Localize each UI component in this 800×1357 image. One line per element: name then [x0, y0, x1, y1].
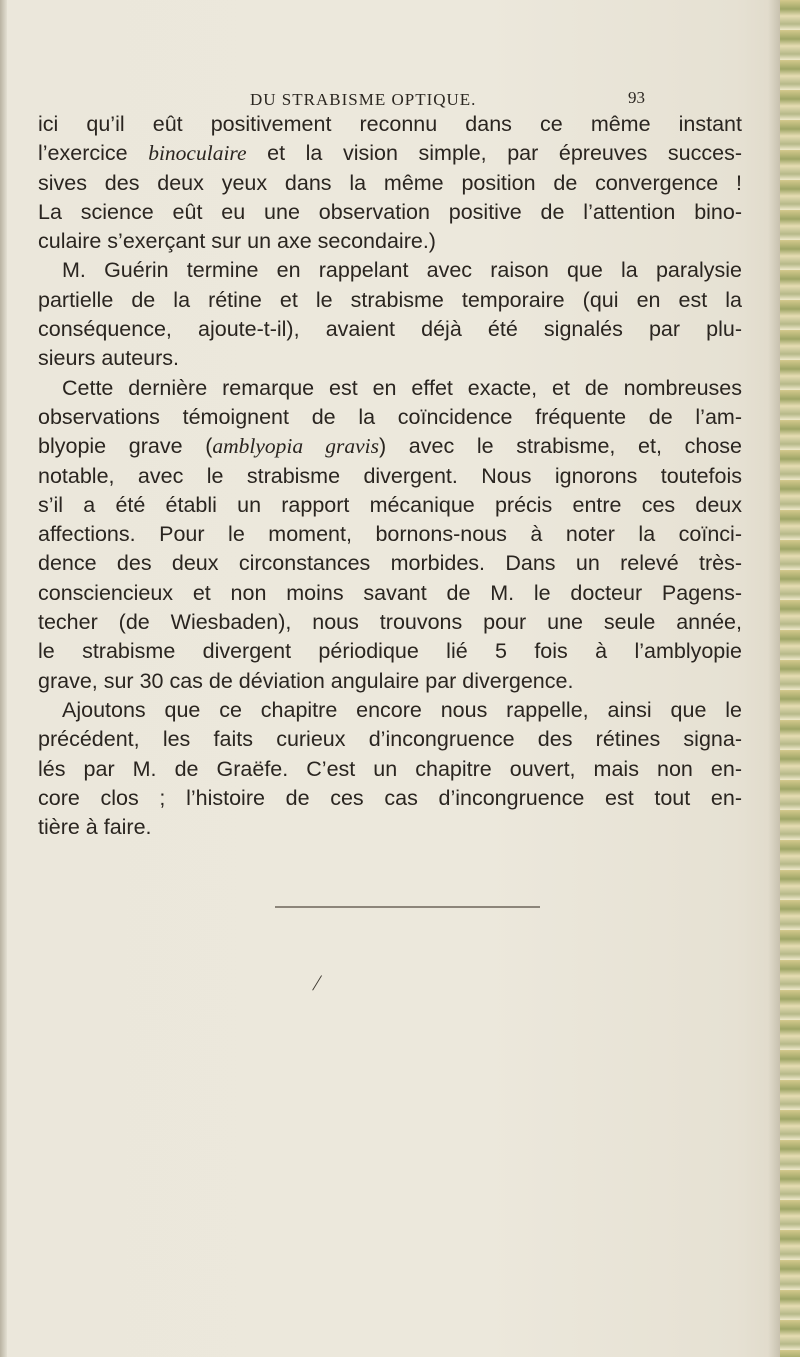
- text-line: [38, 139, 742, 168]
- text-segment: précédent, les faits curieux d’incongruence des rétines signa-: [38, 727, 742, 752]
- text-line: [38, 491, 742, 520]
- text-line: [38, 667, 742, 696]
- body-text: [38, 110, 742, 842]
- text-line: [38, 755, 742, 784]
- text-segment: blyopie grave (: [38, 434, 213, 459]
- text-segment: sieurs auteurs.: [38, 346, 180, 371]
- text-line: [38, 462, 742, 491]
- text-segment: sives des deux yeux dans la même position de convergence !: [38, 170, 742, 195]
- text-segment: partielle de la rétine et le strabisme temporaire (qui en est la: [38, 287, 742, 312]
- page-number: 93: [628, 88, 645, 107]
- italic-term: binoculaire: [148, 141, 247, 166]
- text-line: [38, 520, 742, 549]
- text-line: [38, 403, 742, 432]
- binding-shadow: [768, 0, 780, 1357]
- book-spine-edge: [780, 0, 800, 1357]
- text-segment: consciencieux et non moins savant de M. le docteur Pagens-: [38, 580, 742, 605]
- text-segment: core clos ; l’histoire de ces cas d’incongruence est tout en-: [38, 785, 742, 810]
- text-segment: conséquence, ajoute-t-il), avaient déjà été signalés par plu-: [38, 317, 742, 342]
- text-line: [38, 579, 742, 608]
- text-line: [38, 256, 742, 285]
- text-line: [38, 637, 742, 666]
- text-segment: observations témoignent de la coïncidence fréquente de l’am-: [38, 404, 742, 429]
- text-segment: le strabisme divergent périodique lié 5 fois à l’amblyopie: [38, 639, 742, 664]
- text-segment: La science eût eu une observation positive de l’attention bino-: [38, 199, 742, 224]
- text-segment: M. Guérin termine en rappelant avec raison que la paralysie: [62, 258, 742, 283]
- text-line: [38, 315, 742, 344]
- text-line: [38, 432, 742, 461]
- text-line: [38, 784, 742, 813]
- text-segment: affections. Pour le moment, bornons-nous à noter la coïnci-: [38, 522, 742, 547]
- text-segment: dence des deux circonstances morbides. Dans un relevé très-: [38, 551, 742, 576]
- text-line: [38, 169, 742, 198]
- page-left-edge: [0, 0, 7, 1357]
- text-line: [38, 813, 742, 842]
- text-line: [38, 608, 742, 637]
- text-line: [38, 227, 742, 256]
- text-line: [38, 374, 742, 403]
- text-segment: grave, sur 30 cas de déviation angulaire par divergence.: [38, 668, 574, 693]
- text-segment: lés par M. de Graëfe. C’est un chapitre ouvert, mais non en-: [38, 756, 742, 781]
- section-divider: [275, 906, 540, 908]
- text-segment: tière à faire.: [38, 815, 152, 840]
- text-line: [38, 286, 742, 315]
- text-segment: Ajoutons que ce chapitre encore nous rappelle, ainsi que le: [62, 697, 742, 722]
- text-line: [38, 549, 742, 578]
- text-segment: techer (de Wiesbaden), nous trouvons pour une seule année,: [38, 610, 742, 635]
- stray-pencil-mark: /: [310, 970, 324, 995]
- text-line: [38, 110, 742, 139]
- text-segment: s’il a été établi un rapport mécanique précis entre ces deux: [38, 492, 742, 517]
- text-segment: culaire s’exerçant sur un axe secondaire.): [38, 229, 436, 254]
- text-line: [38, 725, 742, 754]
- running-head: DU STRABISME OPTIQUE.: [250, 90, 477, 109]
- text-segment: l’exercice: [38, 141, 149, 166]
- italic-term: amblyopia gravis: [212, 434, 379, 459]
- text-segment: ) avec le strabisme, et, chose: [378, 434, 742, 459]
- text-segment: ici qu’il eût positivement reconnu dans ce même instant: [38, 112, 742, 136]
- text-line: [38, 696, 742, 725]
- text-line: [38, 198, 742, 227]
- text-line: [38, 344, 742, 373]
- text-segment: Cette dernière remarque est en effet exacte, et de nombreuses: [62, 375, 742, 400]
- text-segment: notable, avec le strabisme divergent. Nous ignorons toutefois: [38, 463, 742, 488]
- text-segment: et la vision simple, par épreuves succes-: [246, 141, 742, 166]
